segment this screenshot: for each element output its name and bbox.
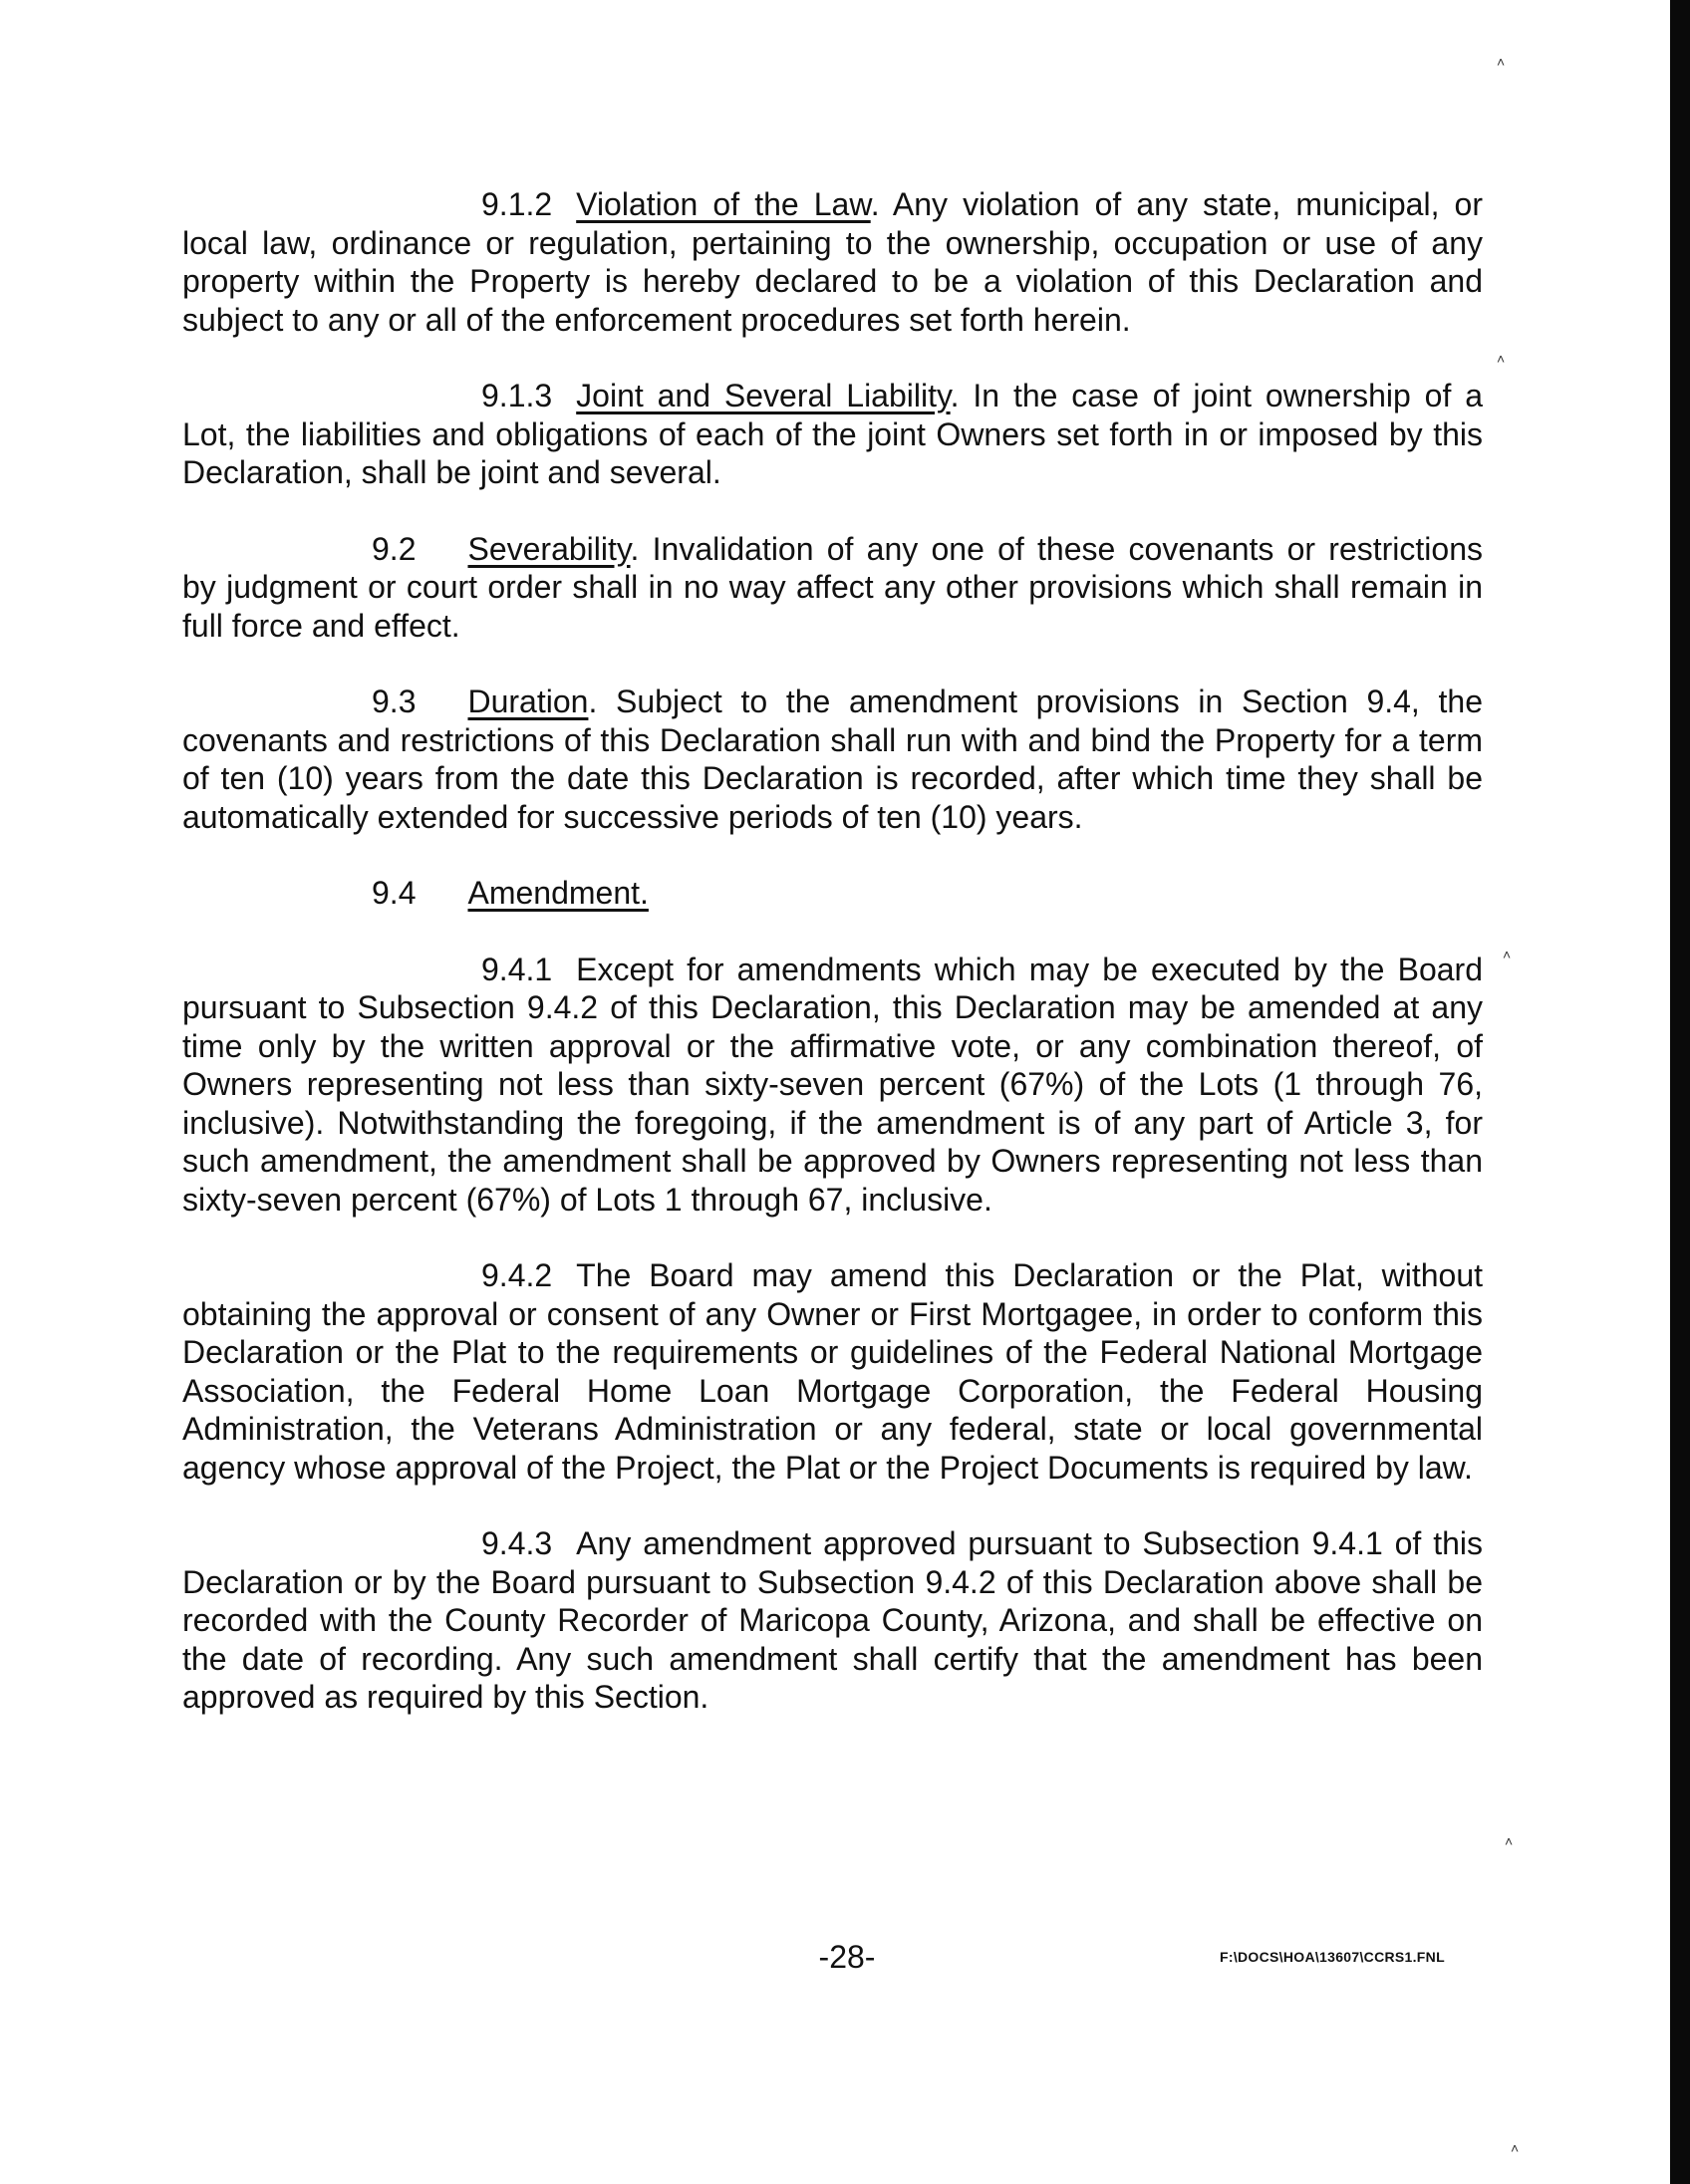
section-heading: Violation of the Law: [576, 186, 871, 222]
section-number: 9.1.3: [481, 378, 553, 413]
section-number: 9.4: [372, 875, 417, 911]
section-text: The Board may amend this Declaration or the Plat, without obtaining the approval or consent of any Owner or First Mortgagee, in order to conform this Declaration or the Plat to the requirements or guidelines of the Federal National Mortgage Association, the Federal Home Loan Mortgage Corporation, the Federal Housing Administration, the Veterans Administration or any federal, state or local governmental agency whose approval of the Project, the Plat or the Project Documents is required by law.: [182, 1257, 1483, 1486]
section-number: 9.4.2: [481, 1257, 553, 1293]
section-number: 9.4.3: [481, 1525, 553, 1561]
section-text: Except for amendments which may be executed by the Board pursuant to Subsection 9.4.2 of this Declaration, this Declaration may be amended at any time only by the written approval or the affirmative vote, or any combination thereof, of Owners representing not less than sixty-seven percent (67%) of the Lots (1 through 76, inclusive). Notwithstanding the foregoing, if the amendment is of any part of Article 3, for such amendment, the amendment shall be approved by Owners representing not less than sixty-seven percent (67%) of Lots 1 through 67, inclusive.: [182, 951, 1483, 1218]
section-9-2: [182, 530, 1483, 646]
section-9-1-3: [182, 377, 1483, 492]
section-heading: Duration: [467, 683, 589, 719]
section-text: Any amendment approved pursuant to Subsection 9.4.1 of this Declaration or by the Board pursuant to Subsection 9.4.2 of this Declaration above shall be recorded with the County Recorder of Maricopa County, Arizona, and shall be effective on the date of recording. Any such amendment shall certify that the amendment has been approved as required by this Section.: [182, 1525, 1483, 1715]
scan-speck: ˄: [1505, 1833, 1514, 1849]
section-number: 9.1.2: [481, 186, 553, 222]
section-9-1-2: [182, 185, 1483, 339]
scan-speck: ˄: [1503, 947, 1512, 962]
section-9-4: [182, 874, 1483, 913]
section-number: 9.4.1: [481, 951, 553, 987]
section-number: 9.2: [372, 530, 417, 567]
scan-speck: ˄: [1497, 351, 1506, 367]
section-9-3: [182, 682, 1483, 836]
section-heading: Severability: [467, 530, 631, 567]
file-path-footer: F:\DOCS\HOA\13607\CCRS1.FNL: [1220, 1949, 1445, 1965]
section-heading: Joint and Several Liability: [576, 378, 951, 413]
section-9-4-3: [182, 1524, 1483, 1717]
scan-speck: ˄: [1511, 2140, 1520, 2156]
document-body: [182, 185, 1483, 1755]
section-text: . Subject to the amendment provisions in Section 9.4, the covenants and restrictions of this Declaration shall run with and bind the Property for a term of ten (10) years from the date this Declaration is recorded, after which time they shall be automatically extended for successive periods of ten (10) years.: [182, 683, 1483, 835]
section-text: . Any violation of any state, municipal, or local law, ordinance or regulation, pertaining to the ownership, occupation or use of any property within the Property is hereby declared to be a violation of this Declaration and subject to any or all of the enforcement procedures set forth herein.: [182, 186, 1484, 338]
section-9-4-1: [182, 951, 1483, 1220]
section-heading: Amendment.: [467, 875, 649, 911]
section-text: . Invalidation of any one of these covenants or restrictions by judgment or court order shall in no way affect any other provisions which shall remain in full force and effect.: [182, 530, 1483, 644]
section-text: . In the case of joint ownership of a Lot, the liabilities and obligations of each of the joint Owners set forth in or imposed by this Declaration, shall be joint and several.: [182, 378, 1484, 490]
page-number: -28-: [818, 1939, 876, 1975]
scan-speck: ˄: [1497, 54, 1506, 70]
section-number: 9.3: [372, 683, 417, 719]
section-9-4-2: [182, 1256, 1483, 1487]
scan-edge-shadow: [1670, 0, 1690, 2184]
